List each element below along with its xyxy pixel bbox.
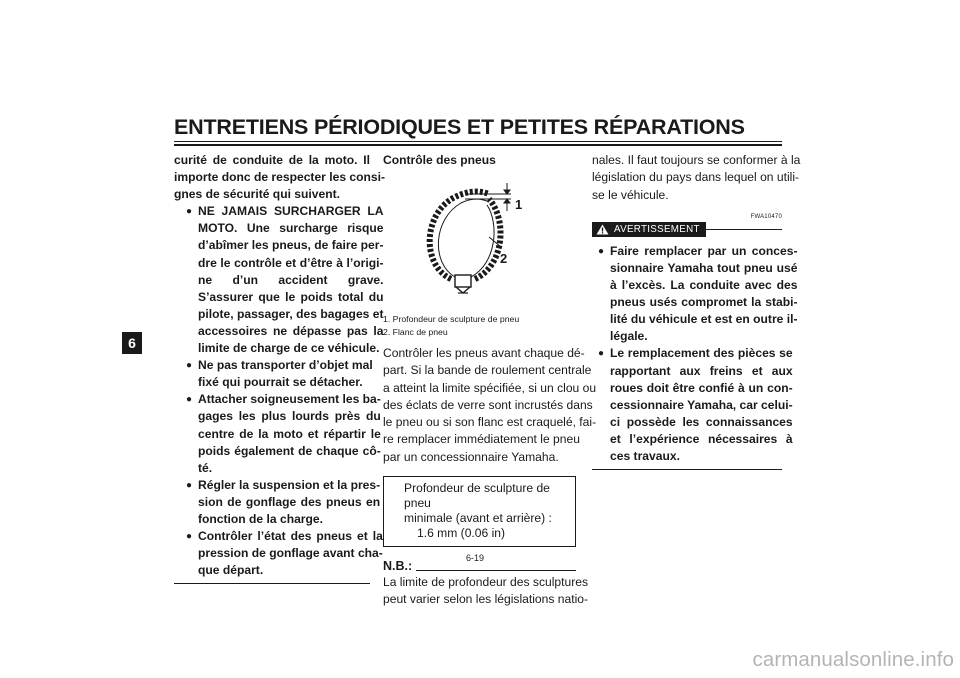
column-middle xyxy=(383,152,597,609)
section-end-rule xyxy=(174,583,370,584)
callout-1: 1 xyxy=(515,197,523,212)
text-line: lité du véhicule et est en outre il- xyxy=(610,312,798,327)
warning-label: AVERTISSEMENT xyxy=(614,223,700,235)
page-number: 6-19 xyxy=(466,553,485,563)
bullet-icon: ● xyxy=(186,360,193,372)
title-rule xyxy=(174,141,782,142)
text-line: pneus usés compromet la stabi- xyxy=(610,295,798,310)
bullet-icon: ● xyxy=(186,394,193,406)
tire-check-paragraph xyxy=(383,345,597,466)
text-line: ne d’un accident grave. xyxy=(198,272,384,287)
title-rule-thick xyxy=(174,144,782,146)
spec-box xyxy=(383,476,576,547)
text-line: Ne pas transporter d’objet mal xyxy=(198,358,373,373)
text-line: le pneu ou si son flanc est craquelé, fai- xyxy=(383,415,597,430)
text-line: té. xyxy=(198,460,213,475)
bullet-icon: ● xyxy=(598,245,605,257)
list-item xyxy=(186,203,384,357)
text-line: fixé qui pourrait se détacher. xyxy=(198,375,363,390)
list-item xyxy=(186,477,381,528)
intro-paragraph xyxy=(174,152,386,203)
warning-badge xyxy=(592,222,706,237)
text-line: nales. Il faut toujours se conformer à la xyxy=(592,153,801,167)
spec-label: minimale (avant et arrière) : xyxy=(404,511,552,526)
text-line: ci possède les connaissances xyxy=(610,414,793,429)
text-line: ces travaux. xyxy=(610,449,680,464)
text-line: gages les plus lourds près du xyxy=(198,409,381,424)
text-line: limite de charge de ce véhicule. xyxy=(198,341,380,356)
text-line: et l’expérience nécessaires à xyxy=(610,431,793,446)
text-line: dre le contrôle et d’être à l’origi- xyxy=(198,255,384,270)
text-line: importe donc de respecter les consi- xyxy=(174,170,386,185)
text-line: MOTO. Une surcharge risque xyxy=(198,221,384,236)
nb-label: N.B.: xyxy=(383,559,413,574)
text-line: gnes de sécurité qui suivent. xyxy=(174,187,340,202)
tire-diagram xyxy=(383,169,576,301)
bullet-icon: ● xyxy=(186,206,193,218)
text-line: cessionnaire Yamaha, car celui- xyxy=(610,397,793,412)
list-item xyxy=(186,391,381,476)
text-line: fonction de la charge. xyxy=(198,511,323,526)
text-line: Régler la suspension et la pres- xyxy=(198,477,381,492)
list-item xyxy=(598,345,793,465)
text-line: légale. xyxy=(610,329,648,344)
warning-code: FWA10470 xyxy=(750,213,782,220)
text-line: que départ. xyxy=(198,563,264,578)
text-line: NE JAMAIS SURCHARGER LA xyxy=(198,204,384,219)
continuation-paragraph xyxy=(592,152,801,204)
text-line: accessoires ne dépasse pas la xyxy=(198,323,384,338)
figure-caption-1: 1. Profondeur de sculpture de pneu xyxy=(383,314,520,324)
text-line: des éclats de verre sont incrustés dans xyxy=(383,397,593,412)
warning-bullet-list xyxy=(592,243,798,465)
text-line: rapportant aux freins et aux xyxy=(610,363,793,378)
figure-caption-2: 2. Flanc de pneu xyxy=(383,326,448,337)
text-line: Faire remplacer par un conces- xyxy=(610,243,798,258)
text-line: curité de conduite de la moto. Il xyxy=(174,153,370,167)
bullet-icon: ● xyxy=(598,348,605,360)
text-line: peut varier selon les législations natio- xyxy=(383,592,589,607)
spec-value: 1.6 mm (0.06 in) xyxy=(417,526,506,541)
list-item xyxy=(598,243,798,346)
text-line: d’abîmer les pneus, de faire per- xyxy=(198,238,384,253)
nb-paragraph xyxy=(383,574,589,609)
text-line: pilote, passager, des bagages et xyxy=(198,306,384,321)
column-left xyxy=(174,152,386,584)
text-line: S’assurer que le poids total du xyxy=(198,289,384,304)
list-item xyxy=(186,357,373,391)
nb-rule xyxy=(416,570,576,571)
chapter-tab: 6 xyxy=(122,332,142,354)
text-line: Attacher soigneusement les ba- xyxy=(198,392,381,407)
warning-rule xyxy=(706,229,782,230)
section-heading: Contrôle des pneus xyxy=(383,153,496,167)
text-line: pression de gonflage avant cha- xyxy=(198,546,383,561)
safety-bullet-list xyxy=(174,203,384,579)
text-line: législation du pays dans lequel on utili- xyxy=(592,170,800,185)
page-title: ENTRETIENS PÉRIODIQUES ET PETITES RÉPARATIONS xyxy=(174,115,745,139)
text-line: Contrôler l’état des pneus et la xyxy=(198,529,383,544)
bullet-icon: ● xyxy=(186,531,193,543)
text-line: par un concessionnaire Yamaha. xyxy=(383,449,559,464)
warning-triangle-icon xyxy=(596,224,609,235)
text-line: Le remplacement des pièces se xyxy=(610,346,793,361)
text-line: sionnaire Yamaha tout pneu usé xyxy=(610,260,798,275)
text-line: poids également de chaque cô- xyxy=(198,443,381,458)
text-line: se le véhicule. xyxy=(592,187,669,202)
text-line: roues doit être confié à un con- xyxy=(610,380,793,395)
text-line: La limite de profondeur des sculptures xyxy=(383,575,589,590)
text-line: part. Si la bande de roulement centrale xyxy=(383,363,592,378)
warning-header xyxy=(592,222,782,237)
text-line: re remplacer immédiatement le pneu xyxy=(383,432,580,447)
bullet-icon: ● xyxy=(186,479,193,491)
spec-label: Profondeur de sculpture de pneu xyxy=(404,481,550,511)
text-line: centre de la moto et répartir le xyxy=(198,426,381,441)
list-item xyxy=(186,528,383,579)
tire-cross-section-icon xyxy=(430,192,501,293)
callout-2: 2 xyxy=(500,251,508,266)
text-line: a atteint la limite spécifiée, si un clou ou xyxy=(383,380,597,395)
text-line: sion de gonflage des pneus en xyxy=(198,494,381,509)
column-right xyxy=(592,152,801,470)
text-line: Contrôler les pneus avant chaque dé- xyxy=(383,346,585,360)
text-line: à l’excès. La conduite avec des xyxy=(610,278,798,293)
watermark: carmanualsonline.info xyxy=(752,648,954,671)
warning-end-rule xyxy=(592,469,782,470)
